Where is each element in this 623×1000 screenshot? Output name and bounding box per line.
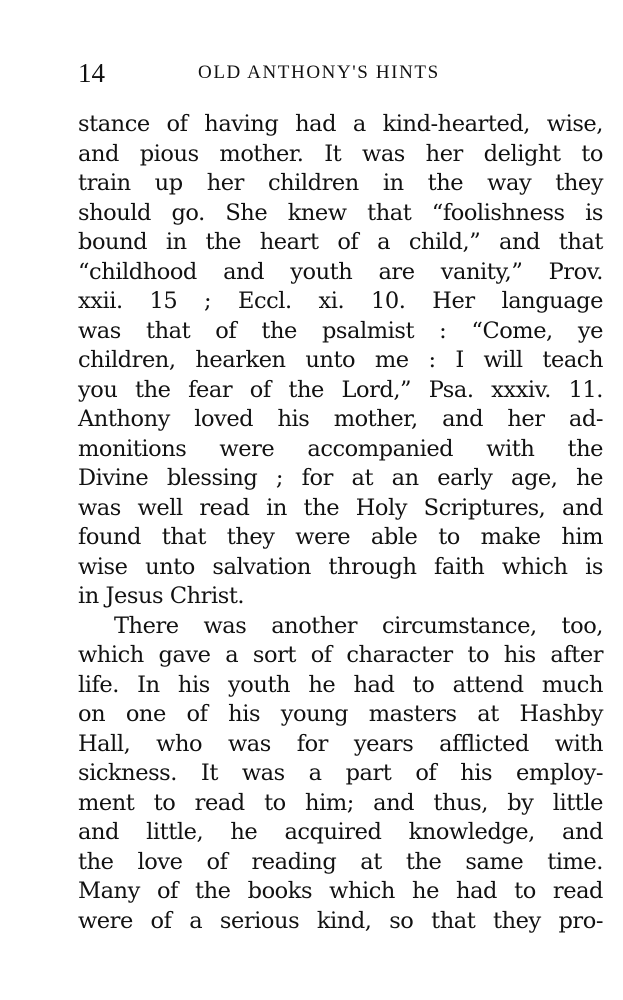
text-line: life. In his youth he had to attend much: [78, 671, 603, 698]
paragraph-2: [78, 612, 603, 937]
text-line: ment to read to him; and thus, by little: [78, 789, 603, 816]
text-line: monitions were accompanied with the: [78, 435, 603, 462]
text-line: found that they were able to make him: [78, 524, 603, 550]
text-line: was that of the psalmist : “Come, ye: [78, 317, 603, 344]
text-line: was well read in the Holy Scriptures, and: [78, 494, 603, 521]
text-line: wise unto salvation through faith which is: [78, 553, 603, 580]
text-line: children, hearken unto me : I will teach: [78, 347, 603, 373]
text-line: you the fear of the Lord,” Psa. xxxiv. 11.: [78, 376, 603, 403]
text-line: train up her children in the way they: [78, 170, 603, 196]
text-line: sickness. It was a part of his employ-: [78, 760, 603, 786]
text-line: “childhood and youth are vanity,” Prov.: [78, 258, 603, 285]
paragraph-1: [78, 110, 603, 612]
text-line: and little, he acquired knowledge, and: [78, 819, 603, 845]
text-line: stance of having had a kind-hearted, wise,: [78, 111, 603, 137]
running-title: OLD ANTHONY'S HINTS: [198, 62, 440, 83]
text-line: Many of the books which he had to read: [78, 878, 603, 904]
running-head: [78, 58, 603, 88]
text-line: Divine blessing ; for at an early age, he: [78, 465, 603, 491]
text-line: Hall, who was for years afflicted with: [78, 730, 603, 757]
page-number: 14: [78, 58, 105, 88]
text-line: There was another circumstance, too,: [114, 612, 603, 639]
text-line: xxii. 15 ; Eccl. xi. 10. Her language: [78, 288, 603, 314]
text-line: Anthony loved his mother, and her ad-: [78, 406, 603, 432]
text-line: bound in the heart of a child,” and that: [78, 229, 603, 255]
text-line: the love of reading at the same time.: [78, 848, 603, 875]
body-text: [78, 110, 603, 936]
text-line: which gave a sort of character to his after: [78, 642, 603, 668]
text-line: and pious mother. It was her delight to: [78, 140, 603, 167]
text-line: were of a serious kind, so that they pro-: [78, 907, 603, 934]
text-line: on one of his young masters at Hashby: [78, 701, 603, 727]
text-line: in Jesus Christ.: [78, 583, 245, 609]
text-line: should go. She knew that “foolishness is: [78, 199, 603, 226]
